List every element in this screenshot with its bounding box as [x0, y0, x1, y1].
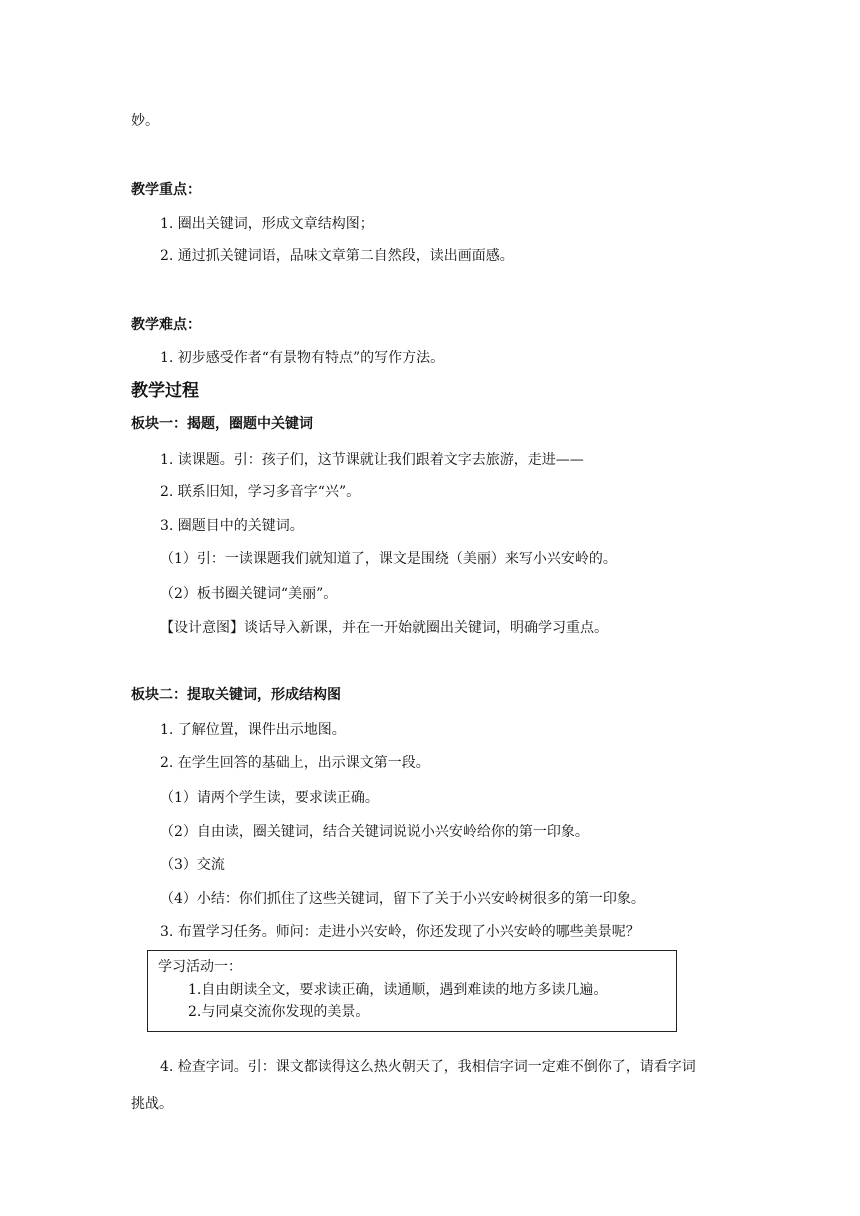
- sub-step-item: （1）引：一读课题我们就知道了，课文是围绕（美丽）来写小兴安岭的。: [160, 551, 617, 567]
- block-one-heading: 板块一：揭题，圈题中关键词: [131, 416, 313, 432]
- key-point-item: 2. 通过抓关键词语，品味文章第二自然段，读出画面感。: [160, 248, 514, 264]
- step-item: 1. 了解位置，课件出示地图。: [160, 722, 346, 738]
- step-item: 3. 圈题目中的关键词。: [160, 518, 304, 534]
- design-intent-note: 【设计意图】谈话导入新课，并在一开始就圈出关键词，明确学习重点。: [160, 620, 608, 636]
- paragraph-continuation: 挑战。: [131, 1096, 173, 1112]
- sub-step-item: （2）自由读，圈关键词，结合关键词说说小兴安岭给你的第一印象。: [160, 824, 589, 840]
- step-item: 3. 布置学习任务。师问：走进小兴安岭，你还发现了小兴安岭的哪些美景呢？: [160, 924, 640, 940]
- step-item: 1. 读课题。引：孩子们，这节课就让我们跟着文字去旅游，走进——: [160, 452, 584, 468]
- sub-step-item: （3）交流: [160, 857, 225, 873]
- sub-step-item: （4）小结：你们抓住了这些关键词，留下了关于小兴安岭树很多的第一印象。: [160, 891, 645, 907]
- paragraph-continuation: 妙。: [131, 113, 159, 129]
- step-item: 4. 检查字词。引：课文都读得这么热火朝天了，我相信字词一定难不倒你了，请看字词: [160, 1059, 696, 1075]
- step-item: 2. 联系旧知，学习多音字“兴”。: [160, 484, 361, 500]
- key-point-item: 1. 圈出关键词，形成文章结构图；: [160, 216, 374, 232]
- step-item: 2. 在学生回答的基础上，出示课文第一段。: [160, 755, 430, 771]
- activity-box: [147, 950, 677, 1032]
- sub-step-item: （1）请两个学生读，要求读正确。: [160, 790, 379, 806]
- section-label-difficulties: 教学难点：: [131, 317, 201, 333]
- section-heading-process: 教学过程: [131, 381, 199, 401]
- difficulty-item: 1. 初步感受作者“有景物有特点”的写作方法。: [160, 350, 445, 366]
- activity-box-item: 1.自由朗读全文，要求读正确，读通顺，遇到难读的地方多读几遍。: [188, 982, 608, 998]
- activity-box-item: 2.与同桌交流你发现的美景。: [188, 1004, 370, 1020]
- block-two-heading: 板块二：提取关键词，形成结构图: [131, 687, 341, 703]
- activity-box-title: 学习活动一：: [158, 959, 242, 975]
- sub-step-item: （2）板书圈关键词“美丽”。: [160, 586, 338, 602]
- section-label-key-points: 教学重点：: [131, 182, 201, 198]
